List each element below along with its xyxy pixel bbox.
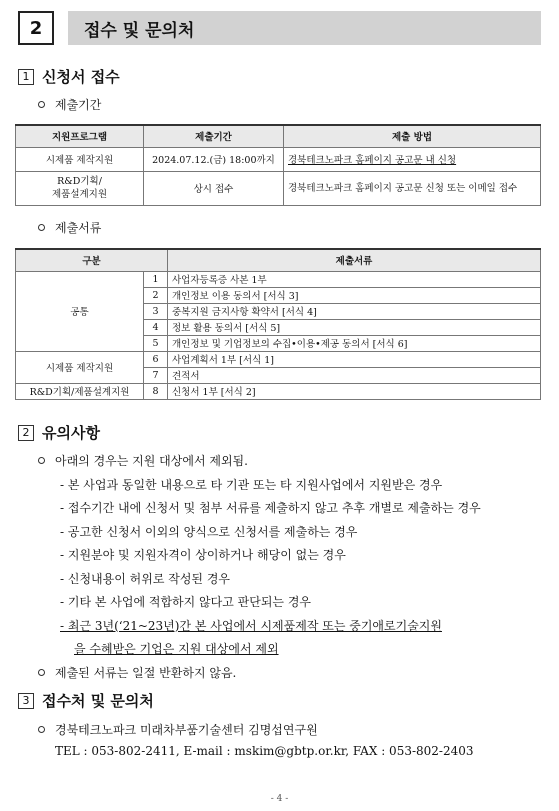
chapter-number: 2 <box>18 11 54 45</box>
section-2-heading <box>18 422 100 443</box>
list-item-continuation: 을 수혜받은 기업은 지원 대상에서 제외 <box>74 642 279 657</box>
table-cell: 상시 접수 <box>144 171 284 205</box>
list-item: - 접수기간 내에 신청서 및 첨부 서류를 제출하지 않고 추후 개별로 제출하는 경우 <box>60 501 481 516</box>
table-cell: 견적서 <box>168 367 541 383</box>
notes-closing: 제출된 서류는 일절 반환하지 않음. <box>55 665 237 680</box>
sub-heading-period <box>38 96 101 113</box>
table-cell: 5 <box>144 335 168 351</box>
list-item: - 공고한 신청서 이외의 양식으로 신청서를 제출하는 경우 <box>60 524 358 539</box>
list-item: - 최근 3년(‘21~23년)간 본 사업에서 시제품제작 또는 중기애로기술지원 <box>60 618 442 633</box>
section-1-heading <box>18 66 120 87</box>
notes-intro: 아래의 경우는 지원 대상에서 제외됨. <box>55 454 248 469</box>
table-cell: 3 <box>144 303 168 319</box>
table-cell: 2 <box>144 287 168 303</box>
circle-bullet-icon <box>38 669 45 676</box>
page-number: - 4 - <box>270 794 289 804</box>
table-cell: 중복지원 금지사항 확약서 [서식 4] <box>168 303 541 319</box>
table-cell-group: R&D기획/제품설계지원 <box>16 383 144 399</box>
table-row <box>16 383 541 399</box>
table-row <box>16 271 541 287</box>
section-3-heading <box>18 690 154 711</box>
contact-org: 경북테크노파크 미래차부품기술센터 김명섭연구원 <box>55 722 318 737</box>
table-header: 제출기간 <box>144 125 284 147</box>
table-cell: 4 <box>144 319 168 335</box>
sub-heading-docs <box>38 219 101 236</box>
table-cell: 정보 활용 동의서 [서식 5] <box>168 319 541 335</box>
table-cell-group: 공통 <box>16 271 144 351</box>
circle-bullet-icon <box>38 101 45 108</box>
list-item: - 기타 본 사업에 적합하지 않다고 판단되는 경우 <box>60 595 312 610</box>
sub-heading-docs-label: 제출서류 <box>55 221 102 235</box>
table-cell: 시제품 제작지원 <box>16 147 144 171</box>
list-item: - 지원분야 및 지원자격이 상이하거나 해당이 없는 경우 <box>60 548 346 563</box>
section-2-number: 2 <box>18 425 34 441</box>
list-item: - 본 사업과 동일한 내용으로 타 기관 또는 타 지원사업에서 지원받은 경우 <box>60 477 443 492</box>
circle-bullet-icon <box>38 224 45 231</box>
notes-list <box>38 449 481 684</box>
table-cell: 1 <box>144 271 168 287</box>
list-item: - 신청내용이 허위로 작성된 경우 <box>60 571 231 586</box>
chapter-title: 접수 및 문의처 <box>68 11 541 45</box>
table-header: 지원프로그램 <box>16 125 144 147</box>
table-header: 제출 방법 <box>284 125 541 147</box>
table-cell: 사업자등록증 사본 1부 <box>168 271 541 287</box>
table-row <box>16 351 541 367</box>
table-cell: 개인정보 이용 동의서 [서식 3] <box>168 287 541 303</box>
section-1-title: 신청서 접수 <box>42 68 120 86</box>
contact-org-row <box>38 718 474 740</box>
table-cell: R&D기획/ 제품설계지원 <box>16 171 144 205</box>
period-table <box>15 124 541 206</box>
table-cell: 신청서 1부 [서식 2] <box>168 383 541 399</box>
table-header: 제출서류 <box>168 249 541 271</box>
list-item <box>38 449 481 473</box>
section-3-number: 3 <box>18 693 34 709</box>
section-1-number: 1 <box>18 69 34 85</box>
table-cell: 사업계획서 1부 [서식 1] <box>168 351 541 367</box>
table-row <box>16 147 541 171</box>
circle-bullet-icon <box>38 726 45 733</box>
table-cell: 2024.07.12.(금) 18:00까지 <box>144 147 284 171</box>
table-cell-group: 시제품 제작지원 <box>16 351 144 383</box>
table-row <box>16 171 541 205</box>
chapter-header <box>18 8 541 46</box>
table-cell: 경북테크노파크 홈페이지 공고문 내 신청 <box>284 147 541 171</box>
table-header-row <box>16 249 541 271</box>
section-3-title: 접수처 및 문의처 <box>42 692 154 710</box>
section-2-title: 유의사항 <box>42 424 100 442</box>
circle-bullet-icon <box>38 457 45 464</box>
table-cell: 경북테크노파크 홈페이지 공고문 신청 또는 이메일 접수 <box>284 171 541 205</box>
table-cell: 6 <box>144 351 168 367</box>
table-header-row <box>16 125 541 147</box>
contact-info: TEL : 053-802-2411, E-mail : mskim@gbtp.or.kr, FAX : 053-802-2403 <box>55 744 474 758</box>
table-header: 구분 <box>16 249 168 271</box>
table-cell: 8 <box>144 383 168 399</box>
docs-table <box>15 248 541 400</box>
table-cell: 7 <box>144 367 168 383</box>
sub-heading-period-label: 제출기간 <box>55 98 102 112</box>
list-item <box>38 661 481 685</box>
contact-block <box>38 718 474 762</box>
table-cell: 개인정보 및 기업정보의 수집•이용•제공 동의서 [서식 6] <box>168 335 541 351</box>
